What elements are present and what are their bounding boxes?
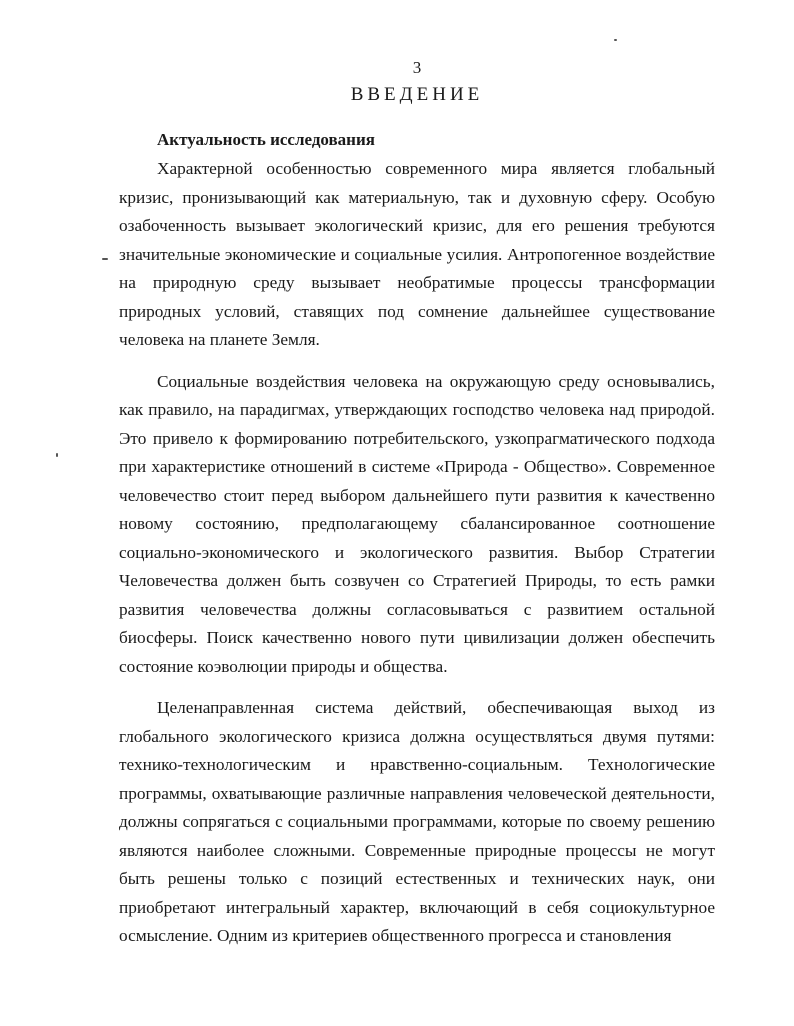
scan-speck <box>614 39 617 41</box>
paragraph-3: Целенаправленная система действий, обеспечивающая выход из глобального экологического кризиса должна осуществляться двумя путями: технико-технологическим и нравственно-социальным. Технологические программы, охватывающие различные направления человеческой деятельности, должны сопрягаться с социальными программами, которые по своему решению являются наиболее сложными. Современные природные процессы не могут быть решены только с позиций естественных и технических наук, они приобретают интегральный характер, включающий в себя социокультурное осмысление. Одним из критериев общественного прогресса и становления <box>119 698 715 945</box>
paragraph-1: Характерной особенностью современного мира является глобальный кризис, пронизывающий как материальную, так и духовную сферу. Особую озабоченность вызывает экологический кризис, для его решения требуются значительные экономические и социальные усилия. Антропогенное воздействие на природную среду вызывает необратимые процессы трансформации природных условий, ставящих под сомнение дальнейшее существование человека на планете Земля. <box>119 159 715 349</box>
page-title: ВВЕДЕНИЕ <box>350 84 484 105</box>
body-text <box>119 155 715 964</box>
section-heading: Актуальность исследования <box>157 130 375 149</box>
paragraph-2: Социальные воздействия человека на окружающую среду основывались, как правило, на парадигмах, утверждающих господство человека над природой. Это привело к формированию потребительского, узкопрагматического подхода при характеристике отношений в системе «Природа - Общество». Современное человечество стоит перед выбором дальнейшего пути развития к качественно новому состоянию, предполагающему сбалансированное соотношение социально-экономического и экологического развития. Выбор Стратегии Человечества должен быть созвучен со Стратегией Природы, то есть рамки развития человечества должны согласовываться с развитием остальной биосферы. Поиск качественно нового пути цивилизации должен обеспечить состояние коэволюции природы и общества. <box>119 371 715 676</box>
scan-speck <box>56 453 58 457</box>
page-number: 3 <box>412 58 422 77</box>
scan-speck <box>102 258 108 260</box>
